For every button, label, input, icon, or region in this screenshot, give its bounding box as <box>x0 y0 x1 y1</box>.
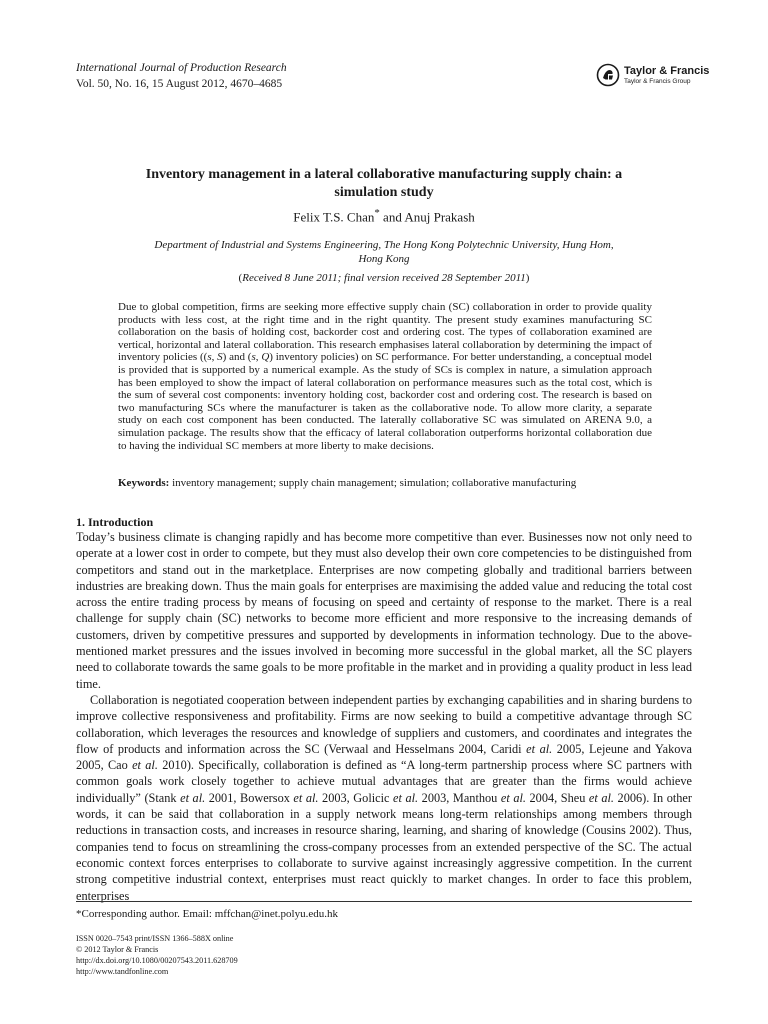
taylor-francis-logo-icon <box>596 63 620 87</box>
author-1: Felix T.S. Chan <box>293 209 375 225</box>
text-run: 2003, Golicic <box>318 790 394 805</box>
publisher-logo <box>596 63 710 87</box>
paren-open: ( <box>238 272 243 284</box>
corresponding-mark: * <box>374 207 380 219</box>
section-heading: 1. Introduction <box>76 515 154 529</box>
abstract-var: Q <box>261 351 270 364</box>
author-2: and Anuj Prakash <box>379 209 475 225</box>
issn: ISSN 0020–7543 print/ISSN 1366–588X online <box>76 934 234 943</box>
abstract-var: s <box>251 351 256 364</box>
abstract-part: Due to global competition, firms are seeking more effective supply chain (SC) collaboration in order to provide quality products with less cost, at the right time and in the right quantity. The present study examines manufacturing SC collaboration on the basis of holding cost, backorder cost and ordering cost. The types of collaboration examined are vertical, horizontal and lateral collaboration. This research emphasises lateral collaboration by determining the impact of inventory policies (( <box>118 301 652 364</box>
footnote-divider <box>76 901 692 902</box>
paragraph-2 <box>76 692 692 904</box>
copyright: © 2012 Taylor & Francis <box>76 945 159 954</box>
publisher-group: Taylor & Francis Group <box>624 78 691 85</box>
keywords <box>118 476 652 490</box>
footnote: *Corresponding author. Email: mffchan@inet.polyu.edu.hk <box>76 908 338 920</box>
journal-name: International Journal of Production Research <box>76 62 287 74</box>
keywords-text: inventory management; supply chain management; simulation; collaborative manufacturing <box>169 477 577 489</box>
abstract <box>118 301 652 452</box>
abstract-var: s <box>207 351 212 364</box>
journal-volume: Vol. 50, No. 16, 15 August 2012, 4670–4685 <box>76 78 283 90</box>
publication-meta <box>76 933 238 977</box>
article-title: Inventory management in a lateral collaborative manufacturing supply chain: a simulation study <box>145 167 623 200</box>
paren-close: ) <box>525 272 530 284</box>
abstract-var: S <box>217 351 223 364</box>
text-run: Collaboration is negotiated cooperation between independent parties by exchanging capabilities and in sharing burdens to improve collective responsiveness and profitability. Firms are now seeking to build a competitive advantage through SC collaboration, which leverages the resources and knowledge of suppliers and customers, and coordinates and integrates the flow of products and information across the SC (Verwaal and Hesselmans 2004, Caridi <box>76 692 692 756</box>
et-al: et al. <box>132 758 158 773</box>
received-text: Received 8 June 2011; final version received 28 September 2011 <box>242 272 526 284</box>
text-run: 2003, Manthou <box>418 790 501 805</box>
et-al: et al. <box>293 790 319 805</box>
text-run: 2001, Bowersox <box>205 790 294 805</box>
et-al: et al. <box>588 790 614 805</box>
affiliation: Department of Industrial and Systems Engineering, The Hong Kong Polytechnic University, Hung Hom, Hong Kong <box>154 239 614 265</box>
abstract-part: , <box>211 351 218 364</box>
abstract-part: ) and ( <box>222 351 252 364</box>
text-run: 2006). In other words, it can be said that collaboration in a supply network means long-term relationships among members through reductions in transaction costs, and increases in resource sharing, learning, and sharing of knowledge (Cousins 2002). Thus, companies tend to focus on streamlining the cross-company processes from an extended perspective of the SC. The actual economic context forces enterprises to collaborate to survive against increasingly aggressive competition. In the current strong competitive industrial context, enterprises must react quickly to market changes. In order to face this problem, enterprises <box>76 790 692 903</box>
website-link[interactable]: http://www.tandfonline.com <box>76 967 169 976</box>
received-dates <box>120 271 648 285</box>
abstract-part: , <box>255 351 262 364</box>
doi-link[interactable]: http://dx.doi.org/10.1080/00207543.2011.628709 <box>76 956 238 965</box>
body-text <box>76 529 692 904</box>
text-run: 2005, Lejeune and Yakova 2005, Cao <box>76 741 693 773</box>
publisher-name: Taylor & Francis <box>624 65 710 77</box>
article-authors <box>120 205 648 225</box>
et-al: et al. <box>180 790 206 805</box>
keywords-label: Keywords: <box>118 477 170 489</box>
et-al: et al. <box>526 741 553 756</box>
et-al: et al. <box>500 790 526 805</box>
text-run: 2010). Specifically, collaboration is defined as “A long-term partnership process where SC partners with common goals work closely together to achieve mutual advantages that are greater than the firms would achieve individually” (Stank <box>76 758 693 805</box>
text-run: 2004, Sheu <box>525 790 589 805</box>
et-al: et al. <box>393 790 419 805</box>
journal-header <box>76 60 287 92</box>
paragraph-1: Today’s business climate is changing rapidly and has become more competitive than ever. Businesses now not only need to operate at a lower cost in order to compete, but they must also develop their own core competencies to be distinguished from competitors and stand out in the marketplace. Enterprises are now competing globally and traditional barriers between industries are breaking down. Thus the main goals for enterprises are maximising the added value and reducing the total cost across the entire trading process by means of focusing on speed and certainty of response to the market. There is a real challenge for supply chain (SC) networks to become more efficient and more responsive to the increasing demands of customers, driven by competitive pressures and supported by developments in information technology. Due to the above-mentioned market pressures and the issues involved in becoming more successful in the global market, all the SC players need to collaborate towards the same goals to be more profitable in the market and in providing a quality product in less lead time. <box>76 530 692 691</box>
abstract-part: ) inventory policies) on SC performance. For better understanding, a conceptual model is provided that is supported by a numerical example. As the study of SCs is complex in nature, a simulation approach has been employed to show the impact of lateral collaboration on performance measures such as the total cost, which is the sum of several cost components: inventory holding cost, backorder cost and ordering cost. The research is based on two manufacturing SCs where the manufacturer is taken as the collaborative node. To allow more clarity, a separate study on each cost component has been conducted. The laterally collaborative SC was simulated on ARENA 9.0, a simulation package. The results show that the efficacy of lateral collaboration outperforms horizontal collaboration due to having the individual SC members at more liberty to make decisions. <box>118 351 653 452</box>
